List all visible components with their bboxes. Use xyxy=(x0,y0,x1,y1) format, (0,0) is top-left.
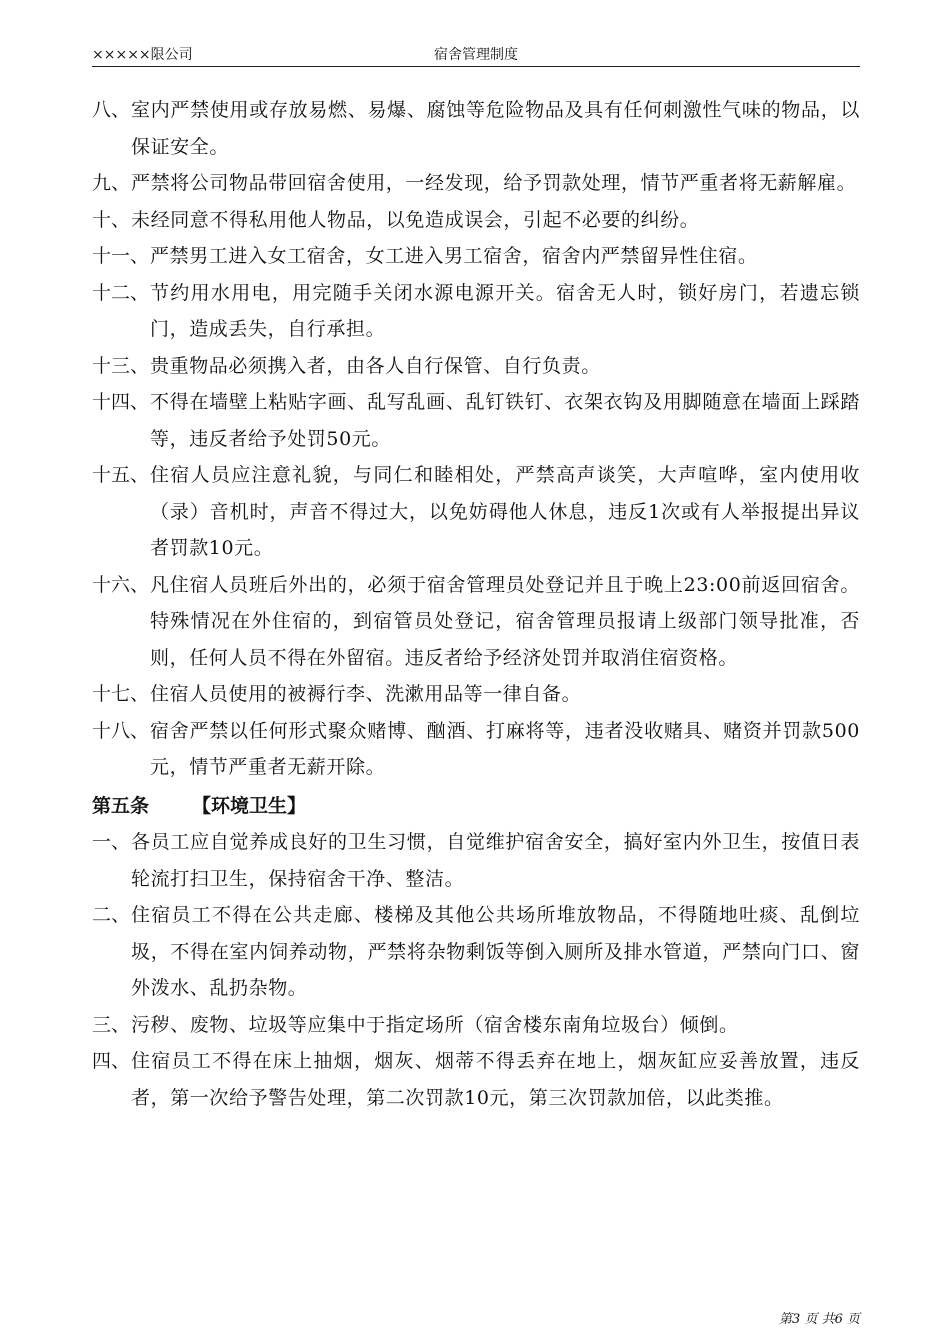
item-text: 住宿人员使用的被褥行李、洗漱用品等一律自备。 xyxy=(150,683,582,705)
item-number: 十六、 xyxy=(92,573,150,596)
regulation-item xyxy=(92,165,860,202)
item-number: 十八、 xyxy=(92,719,150,742)
regulation-item xyxy=(92,1007,860,1044)
item-text: 不得在墙壁上粘贴字画、乱写乱画、乱钉铁钉、衣架衣钩及用脚随意在墙面上踩踏等，违反者给予处罚50元。 xyxy=(150,391,860,450)
regulation-item xyxy=(92,92,860,165)
section-label: 第五条 xyxy=(92,794,150,817)
regulation-list-part5 xyxy=(92,824,860,1116)
regulation-item xyxy=(92,202,860,239)
item-text: 室内严禁使用或存放易燃、易爆、腐蚀等危险物品及具有任何刺激性气味的物品，以保证安全。 xyxy=(131,99,860,158)
item-number: 十五、 xyxy=(92,464,150,486)
regulation-list-part4 xyxy=(92,92,860,786)
regulation-item xyxy=(92,567,860,677)
item-number: 十四、 xyxy=(92,391,150,413)
item-number: 三、 xyxy=(92,1013,131,1036)
item-text: 住宿员工不得在床上抽烟，烟灰、烟蒂不得丢弃在地上，烟灰缸应妥善放置，违反者，第一次给予警告处理，第二次罚款10元，第三次罚款加倍，以此类推。 xyxy=(131,1050,860,1109)
section-title: 【环境卫生】 xyxy=(192,794,307,817)
section-heading xyxy=(92,788,860,825)
regulation-item xyxy=(92,1043,860,1116)
item-text: 各员工应自觉养成良好的卫生习惯，自觉维护宿舍安全，搞好室内外卫生，按值日表轮流打扫卫生，保持宿舍干净、整洁。 xyxy=(131,831,860,890)
item-text: 严禁男工进入女工宿舍，女工进入男工宿舍，宿舍内严禁留异性住宿。 xyxy=(150,245,758,267)
item-text: 严禁将公司物品带回宿舍使用，一经发现，给予罚款处理，情节严重者将无薪解雇。 xyxy=(131,172,857,194)
page-header xyxy=(92,40,860,67)
item-text: 污秽、废物、垃圾等应集中于指定场所（宿舍楼东南角垃圾台）倾倒。 xyxy=(131,1013,739,1036)
item-number: 十三、 xyxy=(92,354,150,377)
item-number: 二、 xyxy=(92,904,131,926)
item-number: 十二、 xyxy=(92,281,150,304)
regulation-item xyxy=(92,275,860,348)
item-number: 十一、 xyxy=(92,245,150,267)
item-number: 一、 xyxy=(92,831,131,853)
header-company: ×××××限公司 xyxy=(92,47,193,63)
regulation-item xyxy=(92,348,860,385)
item-text: 宿舍严禁以任何形式聚众赌博、酗酒、打麻将等，违者没收赌具、赌资并罚款500元，情节严重者无薪开除。 xyxy=(150,719,860,778)
regulation-item xyxy=(92,824,860,897)
item-number: 四、 xyxy=(92,1050,131,1072)
item-text: 节约用水用电，用完随手关闭水源电源开关。宿舍无人时，锁好房门，若遗忘锁门，造成丢失，自行承担。 xyxy=(150,281,860,340)
item-text: 凡住宿人员班后外出的，必须于宿舍管理员处登记并且于晚上23:00前返回宿舍。特殊情况在外住宿的，到宿管员处登记，宿舍管理员报请上级部门领导批准，否则，任何人员不得在外留宿。违反者给予经济处罚并取消住宿资格。 xyxy=(150,573,860,669)
regulation-item xyxy=(92,238,860,275)
item-text: 贵重物品必须携入者，由各人自行保管、自行负责。 xyxy=(150,354,601,377)
regulation-item xyxy=(92,713,860,786)
item-text: 未经同意不得私用他人物品，以免造成误会，引起不必要的纠纷。 xyxy=(131,208,700,231)
page-number: 第3 页 共6 页 xyxy=(779,1312,860,1327)
item-number: 九、 xyxy=(92,172,131,194)
header-title: 宿舍管理制度 xyxy=(434,47,518,63)
item-number: 十、 xyxy=(92,208,131,231)
item-number: 十七、 xyxy=(92,683,150,705)
regulation-item xyxy=(92,384,860,457)
regulation-item xyxy=(92,897,860,1007)
document-body xyxy=(92,92,860,1116)
item-text: 住宿人员应注意礼貌，与同仁和睦相处，严禁高声谈笑，大声喧哗，室内使用收（录）音机时，声音不得过大，以免妨碍他人休息，违反1次或有人举报提出异议者罚款10元。 xyxy=(150,464,860,559)
item-number: 八、 xyxy=(92,99,131,121)
regulation-item xyxy=(92,457,860,567)
item-text: 住宿员工不得在公共走廊、楼梯及其他公共场所堆放物品，不得随地吐痰、乱倒垃圾，不得在室内饲养动物，严禁将杂物剩饭等倒入厕所及排水管道，严禁向门口、窗外泼水、乱扔杂物。 xyxy=(131,904,860,999)
regulation-item xyxy=(92,676,860,713)
